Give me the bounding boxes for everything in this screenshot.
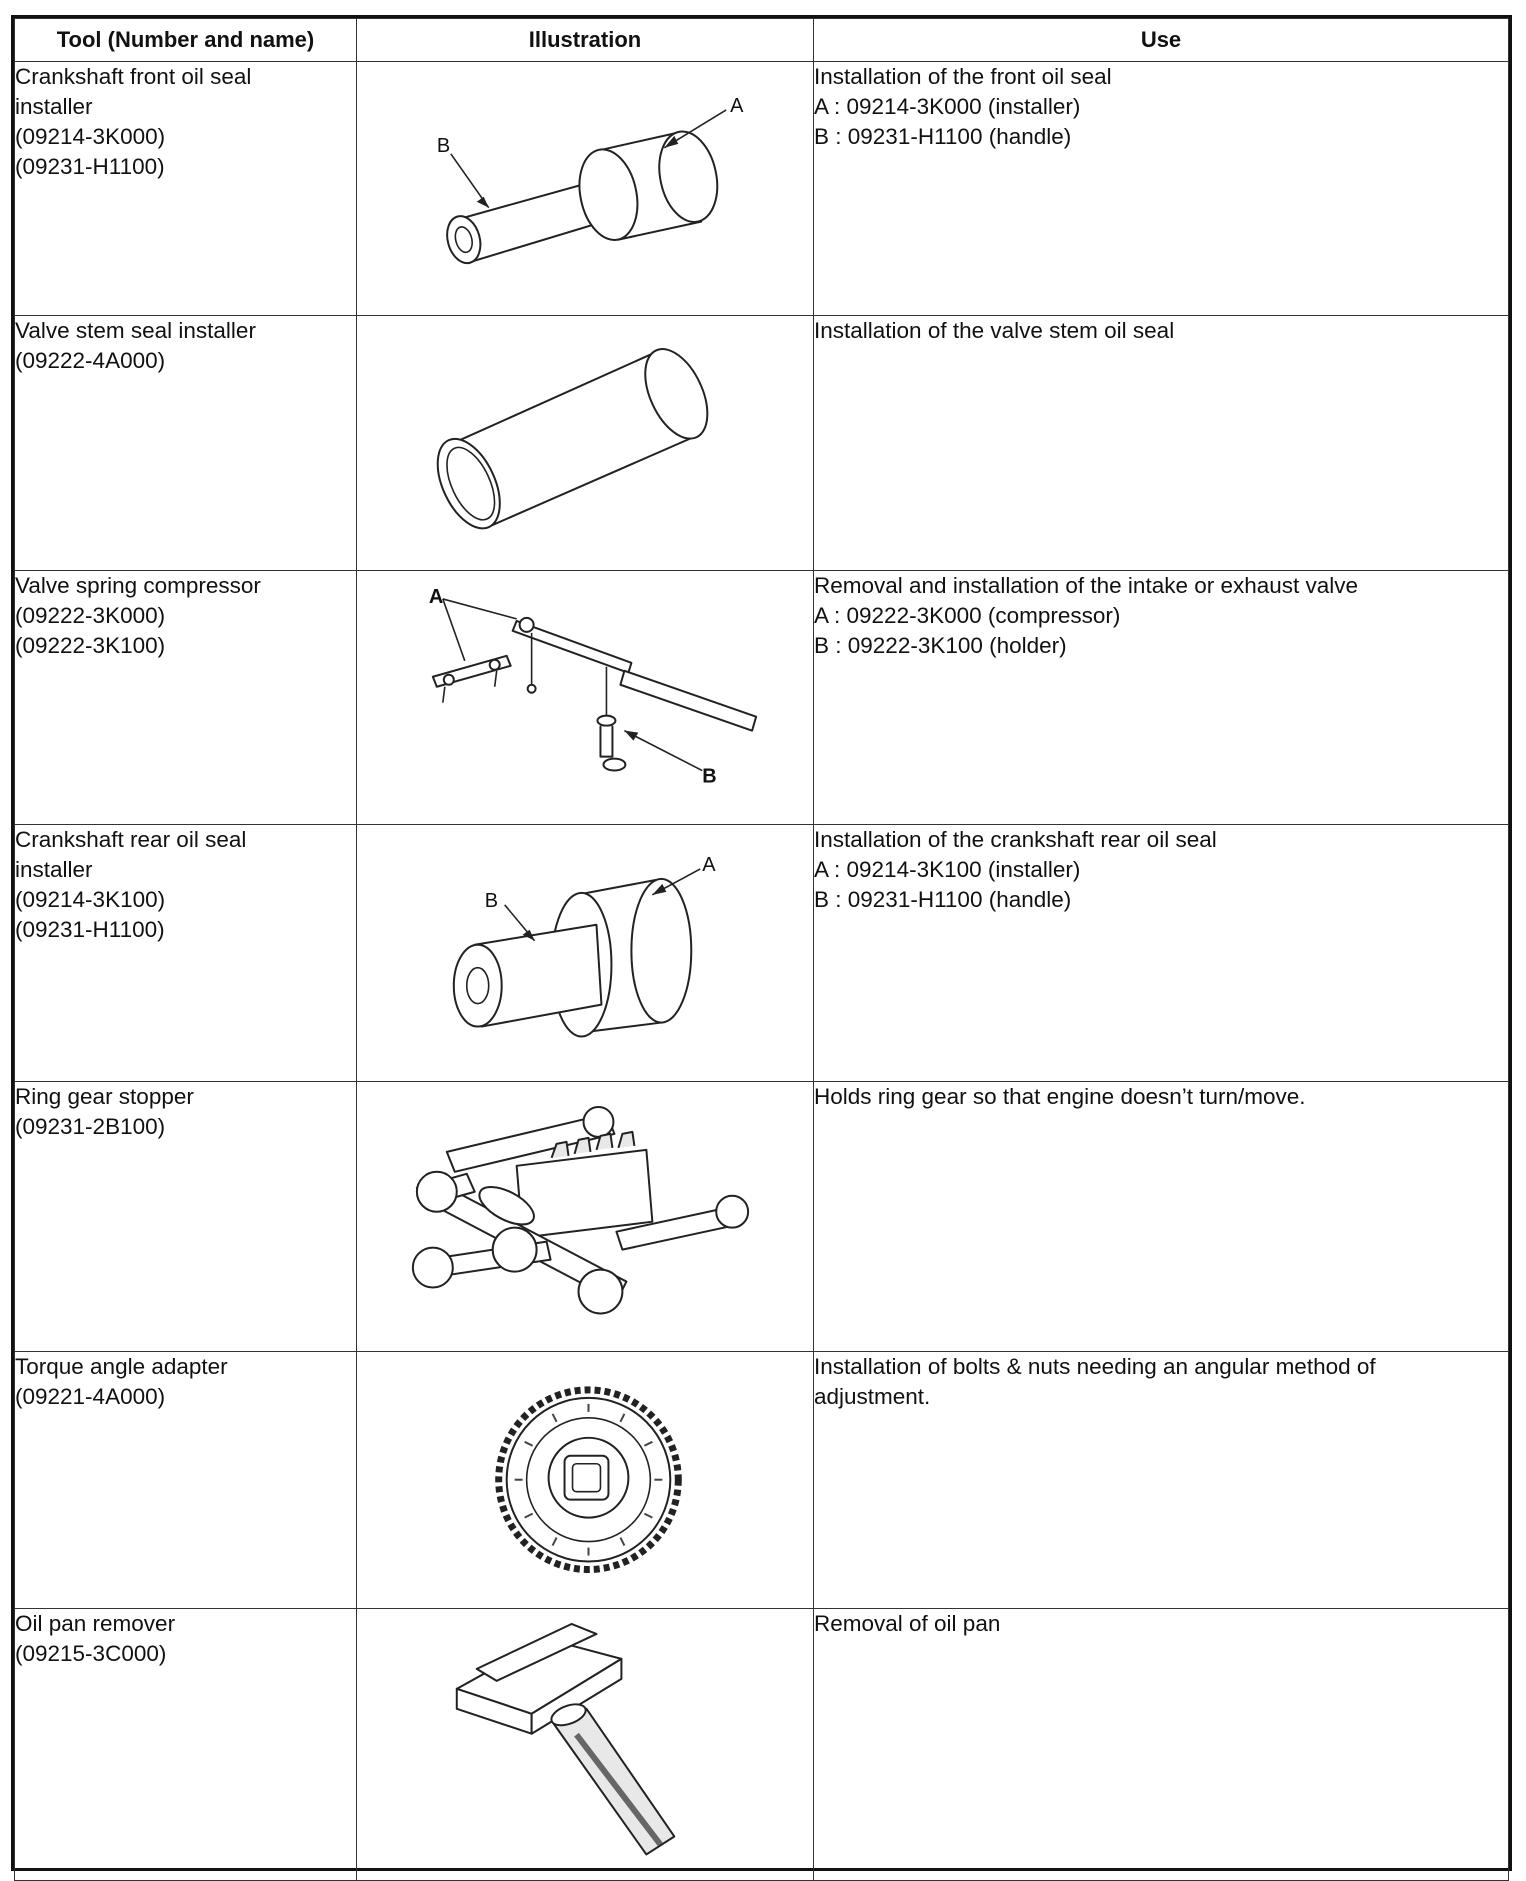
illustration-cell <box>357 825 814 1081</box>
callout-label: B <box>702 765 717 788</box>
valve-spring-compressor-icon <box>357 571 813 824</box>
special-tools-table-frame <box>11 15 1512 1871</box>
table-row <box>15 1081 1509 1351</box>
use-cell <box>814 570 1509 824</box>
valve-stem-seal-installer-icon <box>357 316 813 569</box>
tool-cell <box>15 570 357 824</box>
use-cell <box>814 316 1509 570</box>
tool-number: (09222-3K000) <box>15 602 166 628</box>
front-oil-seal-installer-icon <box>357 62 813 315</box>
table-row <box>15 62 1509 316</box>
header-tool: Tool (Number and name) <box>15 19 357 62</box>
tool-number: (09214-3K000) <box>15 124 166 149</box>
tool-name: Crankshaft rear oil seal <box>15 827 247 853</box>
use-cell <box>814 62 1509 316</box>
use-text: Installation of the front oil seal <box>814 64 1112 89</box>
tool-name: Torque angle adapter <box>15 1354 228 1380</box>
illustration-cell <box>357 316 814 570</box>
tool-cell <box>15 825 357 1081</box>
tool-name: Ring gear stopper <box>15 1083 194 1109</box>
tool-name: Oil pan remover <box>15 1610 176 1636</box>
callout-label: A <box>702 854 716 877</box>
header-use: Use <box>814 19 1509 62</box>
tool-number: (09222-3K100) <box>15 632 166 658</box>
use-text: A : 09214-3K100 (installer) <box>814 857 1081 883</box>
header-illustration: Illustration <box>357 19 814 62</box>
use-text: Installation of the valve stem oil seal <box>814 318 1175 344</box>
use-text: Installation of the crankshaft rear oil seal <box>814 827 1217 853</box>
use-text: Installation of bolts & nuts needing an angular method of <box>814 1354 1376 1380</box>
callout-label: B <box>484 890 499 913</box>
tool-number: (09214-3K100) <box>15 887 166 913</box>
callout-label: B <box>436 134 451 157</box>
tool-cell <box>15 316 357 570</box>
tool-cell <box>15 62 357 316</box>
use-text: B : 09231-H1100 (handle) <box>814 124 1072 149</box>
use-text: adjustment. <box>814 1384 931 1410</box>
use-text: A : 09214-3K000 (installer) <box>814 94 1081 119</box>
use-cell <box>814 1608 1509 1880</box>
torque-angle-adapter-icon <box>357 1352 813 1607</box>
oil-pan-remover-icon <box>357 1609 813 1880</box>
tool-number: (09231-H1100) <box>15 917 165 943</box>
use-text: B : 09231-H1100 (handle) <box>814 887 1072 913</box>
rear-oil-seal-installer-icon <box>357 825 813 1080</box>
table-row <box>15 1608 1509 1880</box>
tool-number: (09222-4A000) <box>15 348 166 374</box>
tool-name: installer <box>15 94 93 119</box>
table-row <box>15 825 1509 1081</box>
tool-number: (09231-H1100) <box>15 154 165 179</box>
use-cell <box>814 1081 1509 1351</box>
special-tools-table <box>14 18 1509 1881</box>
use-text: Removal and installation of the intake or exhaust valve <box>814 572 1359 598</box>
illustration-cell <box>357 62 814 316</box>
illustration-cell <box>357 1608 814 1880</box>
illustration-cell <box>357 570 814 824</box>
ring-gear-stopper-icon <box>357 1082 813 1351</box>
tool-name: installer <box>15 857 93 883</box>
illustration-cell <box>357 1352 814 1608</box>
callout-label: A <box>730 94 744 117</box>
use-text: A : 09222-3K000 (compressor) <box>814 602 1121 628</box>
tool-cell <box>15 1081 357 1351</box>
callout-label: A <box>428 585 444 608</box>
use-cell <box>814 1352 1509 1608</box>
use-text: B : 09222-3K100 (holder) <box>814 632 1067 658</box>
table-row <box>15 570 1509 824</box>
table-row <box>15 316 1509 570</box>
use-text: Holds ring gear so that engine doesn’t turn/move. <box>814 1083 1306 1109</box>
header-row <box>15 19 1509 62</box>
tool-cell <box>15 1608 357 1880</box>
tool-name: Valve spring compressor <box>15 572 261 598</box>
use-cell <box>814 825 1509 1081</box>
use-text: Removal of oil pan <box>814 1610 1001 1636</box>
tool-cell <box>15 1352 357 1608</box>
tool-number: (09215-3C000) <box>15 1640 167 1666</box>
tool-name: Valve stem seal installer <box>15 318 256 344</box>
tool-name: Crankshaft front oil seal <box>15 64 252 89</box>
table-row <box>15 1352 1509 1608</box>
tool-number: (09221-4A000) <box>15 1384 166 1410</box>
illustration-cell <box>357 1081 814 1351</box>
tool-number: (09231-2B100) <box>15 1113 166 1139</box>
